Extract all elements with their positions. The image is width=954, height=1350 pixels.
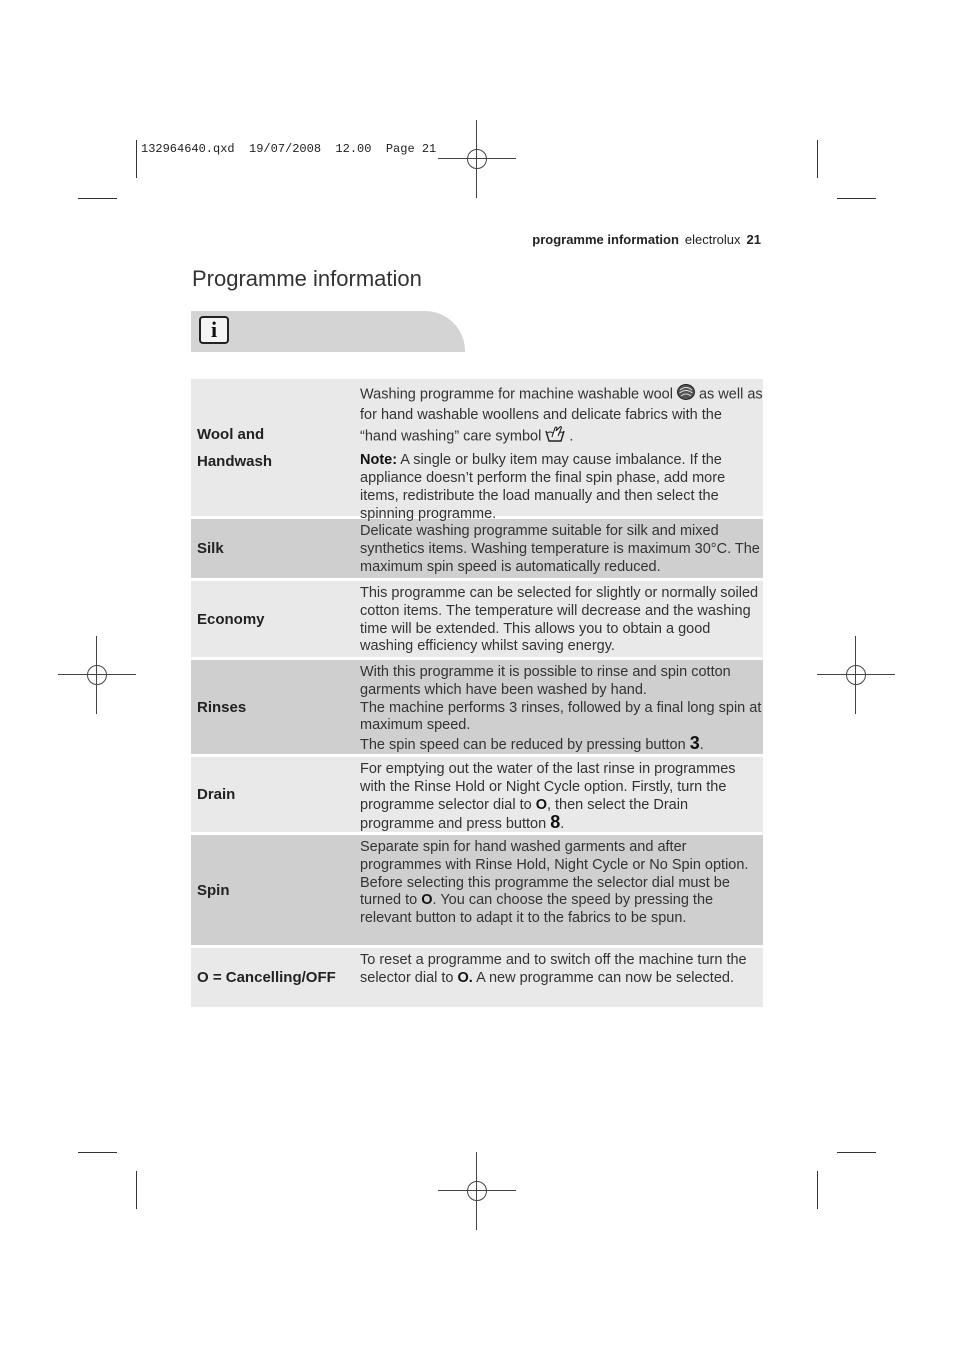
registration-mark — [438, 120, 516, 198]
crop-mark — [78, 198, 117, 199]
programme-name-line: Wool and — [197, 425, 265, 443]
table-row — [191, 379, 763, 522]
button-number: 3 — [689, 733, 700, 754]
description-text: , then select the Drain programme and press button — [360, 796, 689, 833]
programme-name: Rinses — [197, 698, 247, 716]
description-text: For emptying out the water of the last rinse in programmes with the Rinse Hold or Night Cycle option. Firstly, turn the programme selector dial to — [360, 761, 736, 813]
programme-name: O = Cancelling/OFF — [197, 969, 336, 986]
description-text: The spin speed can be reduced by pressing button — [360, 737, 690, 754]
programme-name — [191, 379, 357, 516]
note-text: A single or bulky item may cause imbalance. If the appliance doesn’t perform the final spin phase, add more items, redistribute the load manually and then select the spinning programme. — [360, 452, 726, 522]
table-row — [191, 948, 763, 1007]
page-number: 21 — [746, 232, 761, 247]
description-text: To reset a programme and to switch off the machine turn the selector dial to — [360, 952, 747, 986]
registration-mark — [817, 636, 895, 714]
programme-table — [191, 379, 763, 1010]
note-label: Note: — [360, 452, 398, 469]
crop-mark — [817, 1171, 818, 1209]
programme-name: Spin — [197, 881, 230, 899]
programme-description: Delicate washing programme suitable for silk and mixed synthetics items. Washing temperature is maximum 30°C. The maximum spin speed is automatically reduced. — [360, 523, 760, 575]
crop-mark — [837, 1152, 876, 1153]
programme-name: Economy — [197, 610, 265, 628]
crop-mark — [817, 140, 818, 178]
wool-symbol-icon — [676, 383, 696, 407]
dial-symbol: O — [535, 796, 547, 813]
dial-symbol: O. — [457, 969, 473, 986]
programme-description — [357, 948, 763, 1007]
dial-symbol: O — [421, 892, 433, 909]
description-text: Washing programme for machine washable wool — [360, 386, 673, 403]
page-title: Programme information — [192, 266, 422, 291]
programme-description — [357, 660, 763, 754]
description-text: . You can choose the speed by pressing the relevant button to adapt it to the fabrics to be spun. — [360, 892, 714, 927]
programme-description: This programme can be selected for slightly or normally soiled cotton items. The temperature will decrease and the washing time will be extended. This allows you to obtain a good washing efficiency whilst saving energy. — [360, 585, 759, 655]
programme-name: Silk — [197, 540, 224, 557]
description-text: . — [560, 816, 565, 833]
info-banner — [191, 311, 465, 352]
description-text: The machine performs 3 rinses, followed by a final long spin at maximum speed. — [360, 699, 762, 734]
crop-mark — [136, 1171, 137, 1209]
registration-mark — [438, 1152, 516, 1230]
table-row — [191, 519, 763, 578]
table-row — [191, 757, 763, 832]
printer-slug: 132964640.qxd 19/07/2008 12.00 Page 21 — [141, 142, 437, 156]
crop-mark — [837, 198, 876, 199]
table-row — [191, 581, 763, 657]
table-row — [191, 660, 763, 754]
description-text: . — [699, 737, 704, 754]
info-icon: i — [199, 316, 229, 344]
programme-name: Drain — [197, 786, 236, 803]
description-text: as well as for hand washable woollens and delicate fabrics with the “hand washing” care symbol — [360, 386, 763, 445]
programme-name-line: Handwash — [197, 452, 273, 470]
running-head-section: programme information — [532, 232, 679, 247]
running-head-brand: electrolux — [684, 232, 741, 247]
programme-description — [357, 757, 763, 832]
description-text: A new programme can now be selected. — [472, 969, 734, 986]
description-text: Separate spin for hand washed garments and after programmes with Rinse Hold, Night Cycle or No Spin option. Before selecting this programme the selector dial must be turned to — [360, 839, 749, 909]
table-row — [191, 835, 763, 945]
hand-wash-symbol-icon — [544, 425, 566, 449]
description-text: . — [569, 428, 574, 445]
running-head — [532, 232, 761, 247]
crop-mark — [136, 140, 137, 178]
description-text: With this programme it is possible to rinse and spin cotton garments which have been washed by hand. — [360, 664, 731, 698]
registration-mark — [58, 636, 136, 714]
programme-description — [357, 379, 763, 522]
crop-mark — [78, 1152, 117, 1153]
button-number: 8 — [550, 812, 561, 833]
programme-description — [357, 835, 763, 945]
